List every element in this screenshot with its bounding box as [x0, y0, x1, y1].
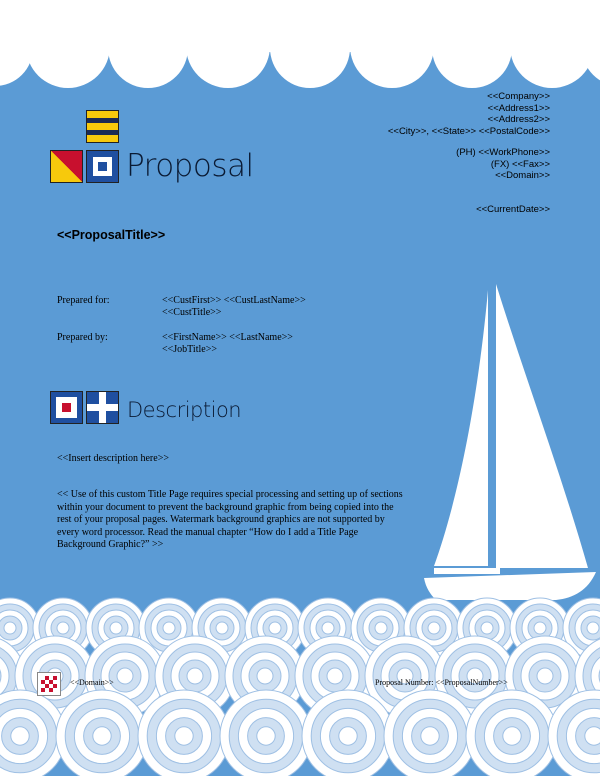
wave-circle	[421, 727, 439, 745]
wave-circle	[4, 622, 16, 634]
company-phone-block	[456, 147, 550, 182]
wave-circle	[117, 668, 133, 684]
wave-circle	[339, 727, 357, 745]
prepared-by-label: Prepared by:	[57, 332, 108, 343]
wave-circle	[537, 668, 553, 684]
work-phone: (PH) <<WorkPhone>>	[456, 147, 550, 158]
footer-flag-checker	[41, 676, 57, 692]
city-state-postal: <<City>>, <<State>> <<PostalCode>>	[387, 125, 550, 137]
prepared-by-title: <<JobTitle>>	[162, 344, 217, 355]
flag-red-yellow-diagonal-icon	[50, 150, 83, 183]
wave-circle	[322, 622, 334, 634]
prepared-for-name: <<CustFirst>> <<CustLastName>>	[162, 295, 306, 306]
flag-cross-horizontal	[87, 404, 118, 411]
wave-circle	[257, 668, 273, 684]
current-date: <<CurrentDate>>	[476, 204, 550, 215]
company-domain: <<Domain>>	[495, 170, 550, 182]
wave-circle	[587, 622, 599, 634]
description-note: << Use of this custom Title Page requires special processing and setting up of sections within your document to prevent the background graphic from being copied into the rest of your proposal pages. Watermark background graphics are not supported by every word processor. Read the manual chapter “How do I add a Title Page Background Graphic?” >>	[57, 489, 403, 550]
flag-inner-blue-icon	[98, 162, 107, 171]
wave-circle	[187, 668, 203, 684]
wave-circle	[375, 622, 387, 634]
wave-circle	[585, 727, 600, 745]
sailboat-illustration	[424, 284, 596, 600]
wave-circle	[503, 727, 521, 745]
wave-circle	[327, 668, 343, 684]
description-placeholder: <<Insert description here>>	[57, 453, 169, 464]
wave-circle	[481, 622, 493, 634]
page-heading: Proposal	[126, 148, 254, 184]
wave-circle	[428, 622, 440, 634]
cloud-border	[0, 0, 600, 88]
prepared-for-title: <<CustTitle>>	[162, 307, 222, 318]
flag-inner-red-icon	[62, 403, 71, 412]
wave-circle	[57, 622, 69, 634]
address-line-1: <<Address1>>	[487, 102, 550, 114]
wave-circles-pattern	[0, 598, 600, 776]
company-name: <<Company>>	[487, 91, 550, 102]
wave-circle	[216, 622, 228, 634]
wave-circle	[175, 727, 193, 745]
footer-proposal-number: Proposal Number: <<ProposalNumber>>	[375, 678, 508, 687]
wave-circle	[269, 622, 281, 634]
wave-circle	[110, 622, 122, 634]
description-heading: Description	[127, 398, 242, 422]
prepared-by-name: <<FirstName>> <<LastName>>	[162, 332, 293, 343]
wave-circle	[257, 727, 275, 745]
flag-yellow-black-stripes-icon	[86, 110, 119, 143]
wave-circle	[93, 727, 111, 745]
proposal-title: <<ProposalTitle>>	[57, 228, 166, 242]
wave-circle	[534, 622, 546, 634]
prepared-for-label: Prepared for:	[57, 295, 110, 306]
company-contact-block	[388, 91, 550, 137]
wave-circle	[163, 622, 175, 634]
footer-domain: <<Domain>>	[70, 678, 114, 687]
address-line-2: <<Address2>>	[487, 114, 550, 126]
wave-circle	[11, 727, 29, 745]
fax-number: (FX) <<Fax>>	[490, 158, 550, 170]
